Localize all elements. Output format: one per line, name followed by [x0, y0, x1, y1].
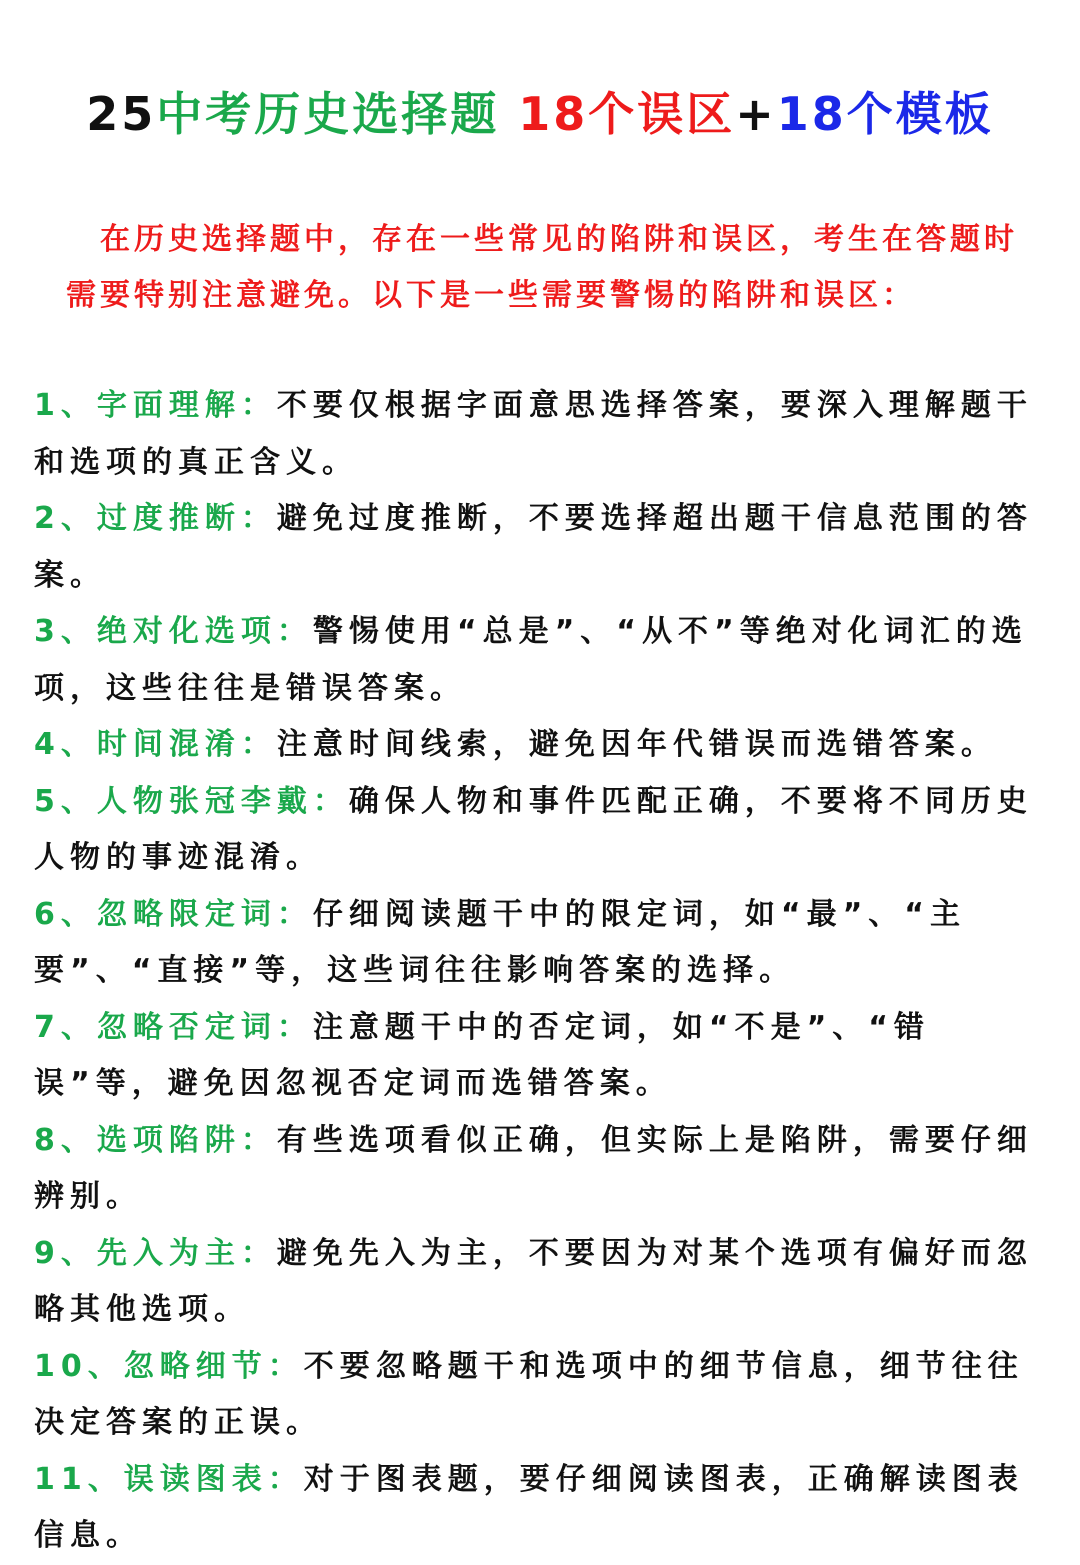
item-label: 11、误读图表： [34, 1461, 304, 1497]
list-item [34, 1452, 1034, 1565]
list-item [34, 491, 1034, 604]
list-item [34, 1113, 1034, 1226]
item-label: 3、绝对化选项： [34, 614, 313, 649]
item-text: 仔细阅读题干中的限定词，如“最”、“主要”、“直接”等，这些词往往影响答案的选择。 [34, 896, 967, 988]
item-text: 避免过度推断，不要选择超出题干信息范围的答案。 [34, 501, 1033, 593]
item-text: 避免先入为主，不要因为对某个选项有偏好而忽略其他选项。 [34, 1235, 1033, 1327]
list-item [34, 378, 1034, 491]
item-label: 8、选项陷阱： [34, 1122, 277, 1158]
list-item [34, 717, 1034, 774]
item-text: 有些选项看似正确，但实际上是陷阱，需要仔细辨别。 [34, 1122, 1033, 1214]
list-item [34, 604, 1034, 717]
item-text: 确保人物和事件匹配正确，不要将不同历史人物的事迹混淆。 [34, 783, 1033, 875]
item-text: 不要仅根据字面意思选择答案，要深入理解题干和选项的真正含义。 [34, 388, 1033, 480]
item-text: 不要忽略题干和选项中的细节信息，细节往往决定答案的正误。 [34, 1348, 1024, 1440]
title-templates: 18个模板 [776, 87, 994, 141]
item-text: 注意时间线索，避免因年代错误而选错答案。 [276, 727, 997, 762]
list-item [34, 1000, 1034, 1113]
title-plus: + [735, 87, 777, 141]
item-label: 4、时间混淆： [34, 727, 277, 762]
list-item [34, 887, 1034, 1000]
item-label: 2、过度推断： [34, 501, 277, 536]
page-title [0, 78, 1080, 144]
item-label: 10、忽略细节： [34, 1348, 304, 1384]
intro-paragraph: 在历史选择题中，存在一些常见的陷阱和误区，考生在答题时需要特别注意避免。以下是一些需要警惕的陷阱和误区： [66, 222, 1018, 313]
title-number: 25 [86, 87, 157, 141]
item-label: 1、字面理解： [34, 388, 277, 423]
title-traps: 18个误区 [518, 87, 736, 141]
item-label: 7、忽略否定词： [34, 1009, 313, 1045]
list-item [34, 1226, 1034, 1339]
item-text: 对于图表题，要仔细阅读图表，正确解读图表信息。 [34, 1461, 1024, 1553]
item-label: 5、人物张冠李戴： [34, 783, 349, 819]
title-subject: 中考历史选择题 [156, 87, 500, 141]
item-text: 注意题干中的否定词，如“不是”、“错误”等，避免因忽视否定词而选错答案。 [34, 1009, 931, 1101]
item-label: 9、先入为主： [34, 1235, 277, 1271]
list-item [34, 774, 1034, 887]
item-label: 6、忽略限定词： [34, 896, 313, 932]
list-item [34, 1339, 1034, 1452]
trap-list [34, 378, 1034, 1565]
item-text: 警惕使用“总是”、“从不”等绝对化词汇的选项，这些往往是错误答案。 [34, 614, 1028, 706]
